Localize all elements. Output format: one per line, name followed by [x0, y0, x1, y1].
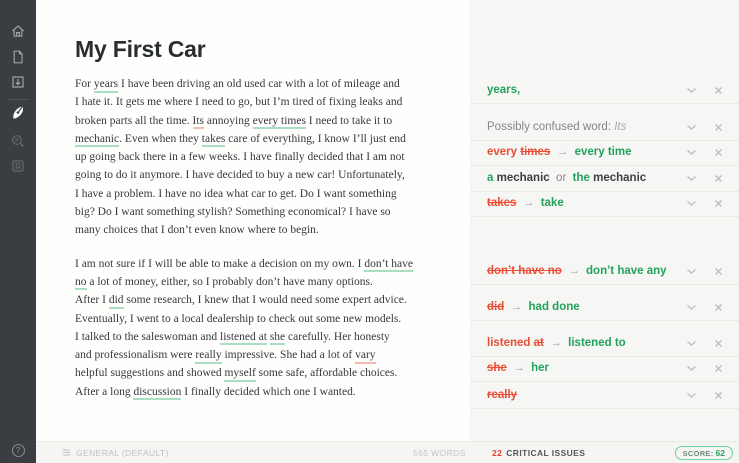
dismiss-icon[interactable]: [714, 199, 723, 208]
help-button[interactable]: ?: [12, 444, 25, 457]
chevron-down-icon[interactable]: [686, 365, 697, 372]
text-run: I have a problem. I have no idea what car to get. Do I want something: [75, 187, 397, 200]
text-run: Eventually, I went to a local dealership to check out some new models.: [75, 312, 402, 325]
critical-issues-count: 22: [492, 447, 503, 458]
text-run: I have been driving an old used car with a lot of mileage and: [118, 78, 400, 90]
page-title: My First Car: [75, 36, 206, 62]
dismiss-icon[interactable]: [714, 148, 723, 157]
plagiarism-search-icon[interactable]: [10, 133, 26, 149]
underlined-error[interactable]: discussion: [133, 386, 181, 401]
paragraph[interactable]: [75, 255, 467, 401]
critical-issues[interactable]: [492, 442, 585, 463]
text-run: going to do it anymore. I have decided to buy a new car! Unfortunately,: [75, 169, 405, 182]
dismiss-icon[interactable]: [714, 123, 723, 132]
chevron-down-icon[interactable]: [686, 304, 697, 311]
underlined-error[interactable]: did: [109, 294, 124, 309]
text-run: many choices that I don’t even know where to begin.: [75, 224, 319, 237]
text-run: After a long: [75, 385, 134, 398]
critical-issues-label: CRITICAL ISSUES: [506, 447, 586, 458]
text-run: broken parts all the time.: [75, 114, 193, 127]
text-run: some safe, affordable choices.: [255, 367, 398, 380]
score-badge[interactable]: [675, 446, 733, 460]
document-editor[interactable]: [36, 0, 470, 441]
chevron-down-icon[interactable]: [686, 124, 697, 131]
text-run: I am not sure if I will be able to make a decision on my own. I: [75, 257, 365, 270]
sliders-icon: [62, 448, 71, 457]
suggestion-card[interactable]: [470, 258, 739, 285]
text-run: I hate it. It gets me where I need to go, but I’m tired of fixing leaks and: [75, 96, 403, 109]
text-run: and professionalism were: [75, 349, 196, 362]
underlined-error[interactable]: Its: [193, 115, 205, 130]
chevron-down-icon[interactable]: [686, 87, 697, 94]
text-run: impressive. She had a lot of: [221, 349, 356, 362]
document-style-selector[interactable]: [62, 442, 169, 463]
suggestion-card[interactable]: [470, 382, 739, 409]
download-icon[interactable]: [10, 74, 26, 90]
text-run: big? Do I want something stylish? Something economical? I have so: [75, 206, 391, 219]
suggestion-text: really: [487, 389, 518, 401]
suggestion-text: every times → every time: [487, 146, 632, 158]
suggestion-text: listened at → listened to: [487, 337, 626, 349]
text-run: For: [75, 78, 94, 90]
underlined-error[interactable]: don’t have: [364, 258, 413, 273]
underlined-error[interactable]: no: [75, 276, 87, 291]
suggestion-text: she → her: [487, 362, 550, 374]
suggestion-card[interactable]: [470, 190, 739, 217]
dismiss-icon[interactable]: [714, 391, 723, 400]
underlined-error[interactable]: every times: [253, 115, 306, 130]
underlined-error[interactable]: years: [94, 78, 118, 93]
text-run: carefully. Her honesty: [285, 330, 390, 343]
text-run: some research, I knew that I would need some expert advice.: [123, 294, 407, 307]
suggestion-text: did → had done: [487, 301, 580, 313]
suggestion-card[interactable]: [470, 77, 739, 104]
underlined-error[interactable]: listened at: [220, 331, 267, 346]
sidebar-divider: [8, 99, 28, 100]
text-run: I talked to the saleswoman and: [75, 330, 220, 343]
underlined-error[interactable]: mechanic: [75, 133, 119, 148]
chevron-down-icon[interactable]: [686, 200, 697, 207]
text-run: After I: [75, 294, 109, 307]
chevron-down-icon[interactable]: [686, 340, 697, 347]
status-bar: [36, 441, 739, 463]
text-run: annoying: [204, 114, 253, 127]
text-run: helpful suggestions and showed: [75, 367, 225, 380]
dismiss-icon[interactable]: [714, 86, 723, 95]
underlined-error[interactable]: vary: [355, 349, 375, 364]
text-run: I finally decided which one I wanted.: [181, 385, 356, 398]
new-document-icon[interactable]: [10, 49, 26, 65]
paragraph[interactable]: [75, 75, 467, 240]
suggestion-card[interactable]: [470, 294, 739, 321]
suggestion-card[interactable]: [470, 114, 739, 141]
suggestion-card[interactable]: [470, 165, 739, 192]
suggestion-text: Possibly confused word: Its: [487, 121, 627, 133]
text-run: care of everything, I know I’ll just end: [225, 132, 406, 145]
dismiss-icon[interactable]: [714, 339, 723, 348]
suggestion-card[interactable]: [470, 330, 739, 357]
score-label: SCORE:: [682, 448, 714, 458]
document-body[interactable]: [75, 75, 467, 401]
underlined-error[interactable]: really: [195, 349, 221, 364]
chevron-down-icon[interactable]: [686, 175, 697, 182]
text-run: . Even when they: [119, 132, 202, 145]
underlined-error[interactable]: myself: [224, 367, 255, 382]
dictionary-book-icon[interactable]: [10, 158, 26, 174]
style-label: GENERAL (DEFAULT): [76, 447, 169, 458]
underlined-error[interactable]: she: [270, 331, 285, 346]
proofread-pen-icon[interactable]: [10, 104, 26, 120]
sidebar: [0, 0, 36, 463]
dismiss-icon[interactable]: [714, 174, 723, 183]
text-run: up going back there in a few weeks. I have finally decided that I am not: [75, 151, 405, 164]
chevron-down-icon[interactable]: [686, 149, 697, 156]
suggestion-text: years,: [487, 84, 521, 96]
text-run: I need to take it to: [305, 114, 393, 127]
chevron-down-icon[interactable]: [686, 392, 697, 399]
suggestion-text: don’t have no → don’t have any: [487, 265, 667, 277]
text-run: a lot of money, either, so I probably don’t have many options.: [86, 275, 373, 288]
suggestion-text: a mechanic or the mechanic: [487, 172, 647, 184]
dismiss-icon[interactable]: [714, 303, 723, 312]
home-icon[interactable]: [10, 23, 26, 39]
suggestion-card[interactable]: [470, 355, 739, 382]
suggestions-panel: [470, 0, 739, 441]
dismiss-icon[interactable]: [714, 364, 723, 373]
dismiss-icon[interactable]: [714, 267, 723, 276]
score-value: 62: [715, 448, 725, 458]
suggestion-card[interactable]: [470, 139, 739, 166]
suggestion-text: takes → take: [487, 197, 564, 209]
underlined-error[interactable]: takes: [202, 133, 226, 148]
chevron-down-icon[interactable]: [686, 268, 697, 275]
word-count: 565 WORDS: [413, 447, 466, 458]
